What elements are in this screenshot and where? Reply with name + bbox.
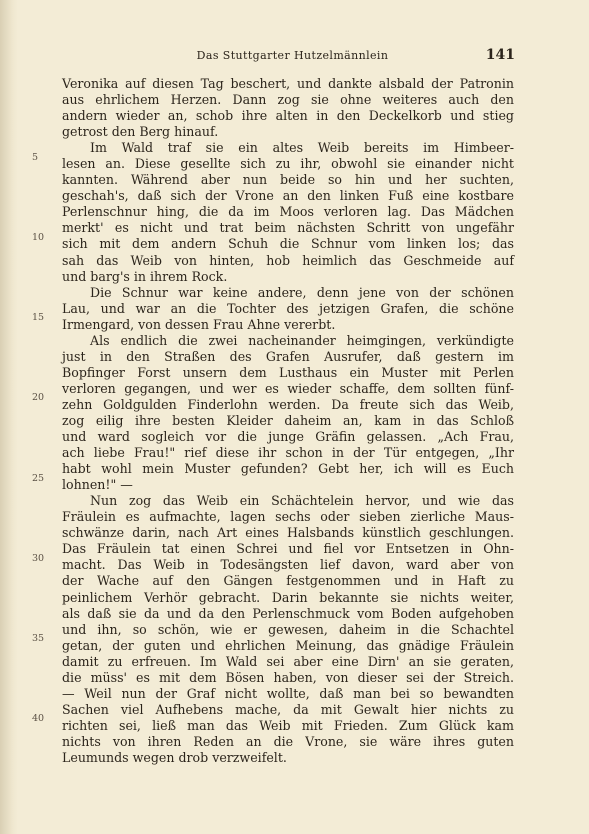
text-line: Sachen viel Aufhebens mache, da mit Gewalt hier nichts zu (62, 701, 514, 717)
text-line: Das Fräulein tat einen Schrei und fiel vor Entsetzen in Ohn- (62, 541, 514, 557)
text-line: getrost den Berg hinauf. (62, 124, 219, 140)
text-line: und barg's in ihrem Rock. (62, 268, 228, 284)
text-line: Veronika auf diesen Tag beschert, und dankte alsbald der Patronin (62, 76, 514, 91)
text-line: Als endlich die zwei nacheinander heimgingen, verkündigte (90, 332, 514, 348)
text-line: habt wohl mein Muster gefunden? Gebt her, ich will es Euch (62, 461, 514, 477)
text-line: lohnen!" — (62, 477, 133, 493)
text-line: richten sei, ließ man das Weib mit Frieden. Zum Glück kam (62, 717, 514, 733)
text-line: damit zu erfreuen. Im Wald sei aber eine Dirn' an sie geraten, (62, 653, 514, 669)
page-number: 141 (485, 47, 515, 63)
text-line: Leumunds wegen drob verzweifelt. (62, 749, 287, 765)
body-text (62, 76, 514, 766)
text-line: getan, der guten und ehrlichen Meinung, das gnädige Fräulein (62, 637, 514, 653)
line-number: 25 (32, 473, 45, 484)
line-number: 20 (32, 392, 45, 403)
text-line: und ward sogleich vor die junge Gräfin gelassen. „Ach Frau, (62, 429, 514, 445)
text-line: verloren gegangen, und wer es wieder schaffe, dem sollten fünf- (62, 380, 514, 396)
text-line: zehn Goldgulden Finderlohn werden. Da freute sich das Weib, (62, 396, 514, 412)
text-line: Lau, und war an die Tochter des jetzigen Grafen, die schöne (62, 300, 514, 316)
text-line: Nun zog das Weib ein Schächtelein hervor, und wie das (90, 493, 514, 509)
page-header (70, 47, 515, 65)
line-number: 30 (32, 553, 45, 564)
text-line: Irmengard, von dessen Frau Ahne vererbt. (62, 316, 336, 332)
text-line: sah das Weib von hinten, hob heimlich das Geschmeide auf (62, 252, 514, 268)
text-line: Im Wald traf sie ein altes Weib bereits im Himbeer- (90, 140, 514, 156)
line-number: 5 (32, 152, 39, 163)
text-line: Fräulein es aufmachte, lagen sechs oder sieben zierliche Maus- (62, 509, 514, 525)
text-line: schwänze darin, nach Art eines Halsbands künstlich geschlungen. (62, 525, 514, 541)
line-number: 35 (32, 633, 45, 644)
text-line: Bopfinger Forst unsern dem Lusthaus ein Muster mit Perlen (62, 364, 514, 380)
line-number: 15 (32, 312, 45, 323)
text-line: andern wieder an, schob ihre alten in den Deckelkorb und stieg (62, 108, 514, 124)
text-line: merkt' es nicht und trat beim nächsten Schritt von ungefähr (62, 220, 514, 236)
text-line: nichts von ihren Reden an die Vrone, sie wäre ihres guten (62, 733, 514, 749)
text-line: Die Schnur war keine andere, denn jene von der schönen (90, 284, 514, 300)
text-line: just in den Straßen des Grafen Ausrufer, daß gestern im (62, 348, 514, 364)
running-title: Das Stuttgarter Hutzelmännlein (196, 49, 389, 62)
text-line: ach liebe Frau!" rief diese ihr schon in der Tür entgegen, „Ihr (62, 445, 514, 461)
text-line: kannten. Während aber nun beide so hin und her suchten, (62, 172, 514, 188)
text-line: aus ehrlichem Herzen. Dann zog sie ohne weiteres auch den (62, 92, 514, 108)
text-line: geschah's, daß sich der Vrone an den linken Fuß eine kostbare (62, 188, 514, 204)
text-line: zog eilig ihre besten Kleider daheim an, kam in das Schloß (62, 412, 514, 428)
text-line: die müss' es mit dem Bösen haben, von dieser sei der Streich. (62, 669, 514, 685)
text-line: als daß sie da und da den Perlenschmuck vom Boden aufgehoben (62, 605, 514, 621)
text-line: peinlichem Verhör gebracht. Darin bekannte sie nichts weiter, (62, 589, 514, 605)
text-line: macht. Das Weib in Todesängsten lief davon, ward aber von (62, 557, 514, 573)
text-line: der Wache auf den Gängen festgenommen und in Haft zu (62, 573, 514, 589)
text-line: Perlenschnur hing, die da im Moos verloren lag. Das Mädchen (62, 204, 514, 220)
text-line: und ihn, so schön, wie er gewesen, daheim in die Schachtel (62, 621, 514, 637)
page-binding-shadow (0, 0, 18, 834)
line-number: 10 (32, 232, 45, 243)
text-line: sich mit dem andern Schuh die Schnur vom linken los; das (62, 236, 514, 252)
text-line: lesen an. Diese gesellte sich zu ihr, obwohl sie einander nicht (62, 156, 514, 172)
text-line: — Weil nun der Graf nicht wollte, daß man bei so bewandten (62, 685, 514, 701)
line-number: 40 (32, 713, 45, 724)
